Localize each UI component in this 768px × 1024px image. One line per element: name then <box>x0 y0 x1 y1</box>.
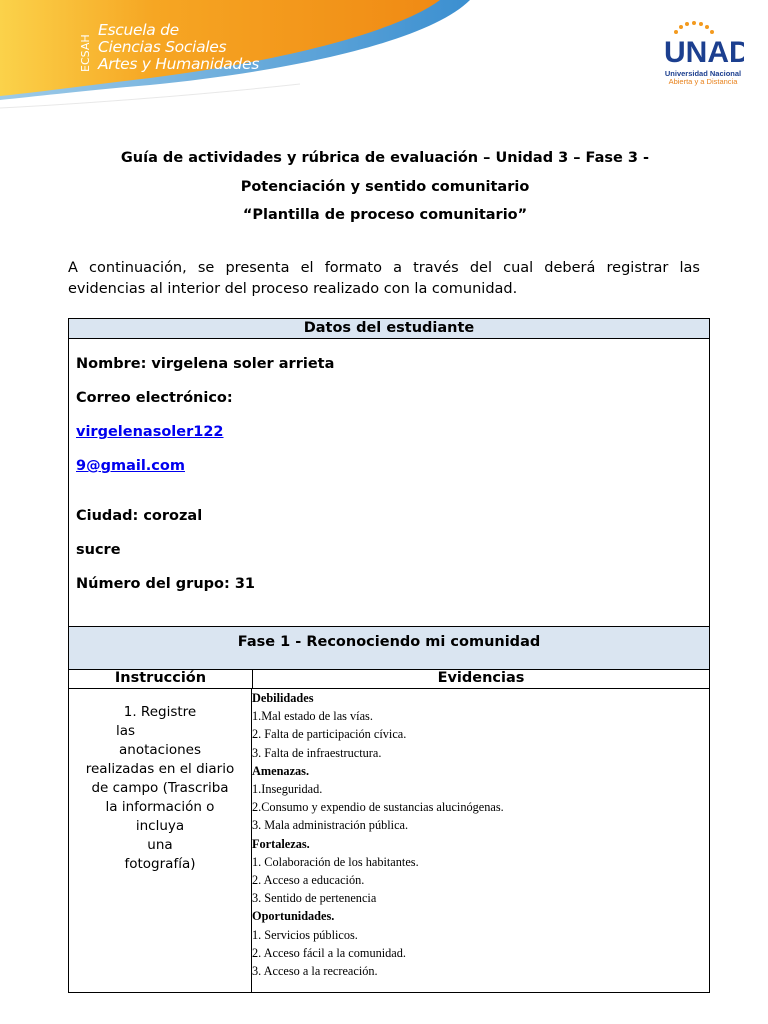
svg-text:ECSAH: ECSAH <box>79 34 92 72</box>
evidence-item: 2. Falta de participación cívica. <box>252 727 407 742</box>
instruction-line: la información o <box>105 799 215 815</box>
evidence-item: 1. Colaboración de los habitantes. <box>252 854 419 869</box>
evidence-item: 2. Acceso a educación. <box>252 873 365 888</box>
column-instruction: Instrucción <box>69 670 253 688</box>
column-headers <box>69 670 709 689</box>
unad-logo <box>662 20 744 86</box>
svg-text:UNAD: UNAD <box>664 36 744 66</box>
title-line-3: “Plantilla de proceso comunitario” <box>242 207 528 223</box>
evidence-item: 1.Inseguridad. <box>252 782 323 797</box>
school-line-3: Artes y Humanidades <box>98 55 259 73</box>
evidence-cell <box>252 689 709 992</box>
instruction-line: 1. Registre <box>123 704 197 720</box>
evidence-item: 3. Mala administración pública. <box>252 818 409 833</box>
instruction-cell <box>69 689 252 992</box>
ecsah-vertical-logo <box>78 22 92 74</box>
school-line-1: Escuela de <box>98 21 179 39</box>
group-number: Número del grupo: 31 <box>76 576 256 592</box>
email-link-part-2[interactable]: 9@gmail.com <box>76 458 185 474</box>
instruction-line: incluya <box>135 818 185 834</box>
evidence-category: Fortalezas. <box>252 836 310 851</box>
evidence-category: Amenazas. <box>252 763 310 778</box>
student-data-heading: Datos del estudiante <box>69 319 709 339</box>
instruction-line: las <box>116 723 136 739</box>
title-line-1: Guía de actividades y rúbrica de evaluación – Unidad 3 – Fase 3 - <box>120 150 650 166</box>
header-banner <box>0 0 768 140</box>
instruction-line: una <box>147 837 173 853</box>
unad-subtitle-1: Universidad Nacional <box>664 69 742 78</box>
instruction-line: realizadas en el diario <box>85 761 235 777</box>
evidence-item: 1.Mal estado de las vías. <box>252 709 373 724</box>
email-link-part-1[interactable]: virgelenasoler122 <box>76 424 224 440</box>
evidence-item: 3. Sentido de pertenencia <box>252 891 377 906</box>
instruction-line: anotaciones <box>119 742 201 758</box>
title-line-2: Potenciación y sentido comunitario <box>240 179 530 195</box>
column-evidence: Evidencias <box>437 670 525 686</box>
instruction-line: de campo (Trascriba <box>91 780 229 796</box>
phase-heading: Fase 1 - Reconociendo mi comunidad <box>69 626 709 670</box>
student-city-2: sucre <box>76 542 121 558</box>
email-label: Correo electrónico: <box>76 390 233 406</box>
intro-paragraph: A continuación, se presenta el formato a través del cual deberá registrar las evidencias al interior del proceso realizado con la comunidad. <box>68 260 700 297</box>
evidence-item: 2.Consumo y expendio de sustancias alucinógenas. <box>252 800 504 815</box>
evidence-category: Oportunidades. <box>252 909 335 924</box>
evidence-item: 3. Acceso a la recreación. <box>252 964 378 979</box>
school-name <box>78 22 259 74</box>
phase-row <box>69 689 709 992</box>
instruction-line: fotografía) <box>124 856 196 872</box>
school-line-2: Ciencias Sociales <box>98 38 227 56</box>
evidence-item: 2. Acceso fácil a la comunidad. <box>252 945 406 960</box>
student-data-section <box>69 339 709 604</box>
evidence-item: 3. Falta de infraestructura. <box>252 745 382 760</box>
evidence-category: Debilidades <box>252 691 314 705</box>
student-name: Nombre: virgelena soler arrieta <box>76 356 335 372</box>
community-process-table <box>68 318 710 993</box>
unad-logo-mark <box>662 20 744 66</box>
student-city: Ciudad: corozal <box>76 508 203 524</box>
evidence-item: 1. Servicios públicos. <box>252 927 358 942</box>
unad-subtitle-2: Abierta y a Distancia <box>668 77 738 86</box>
